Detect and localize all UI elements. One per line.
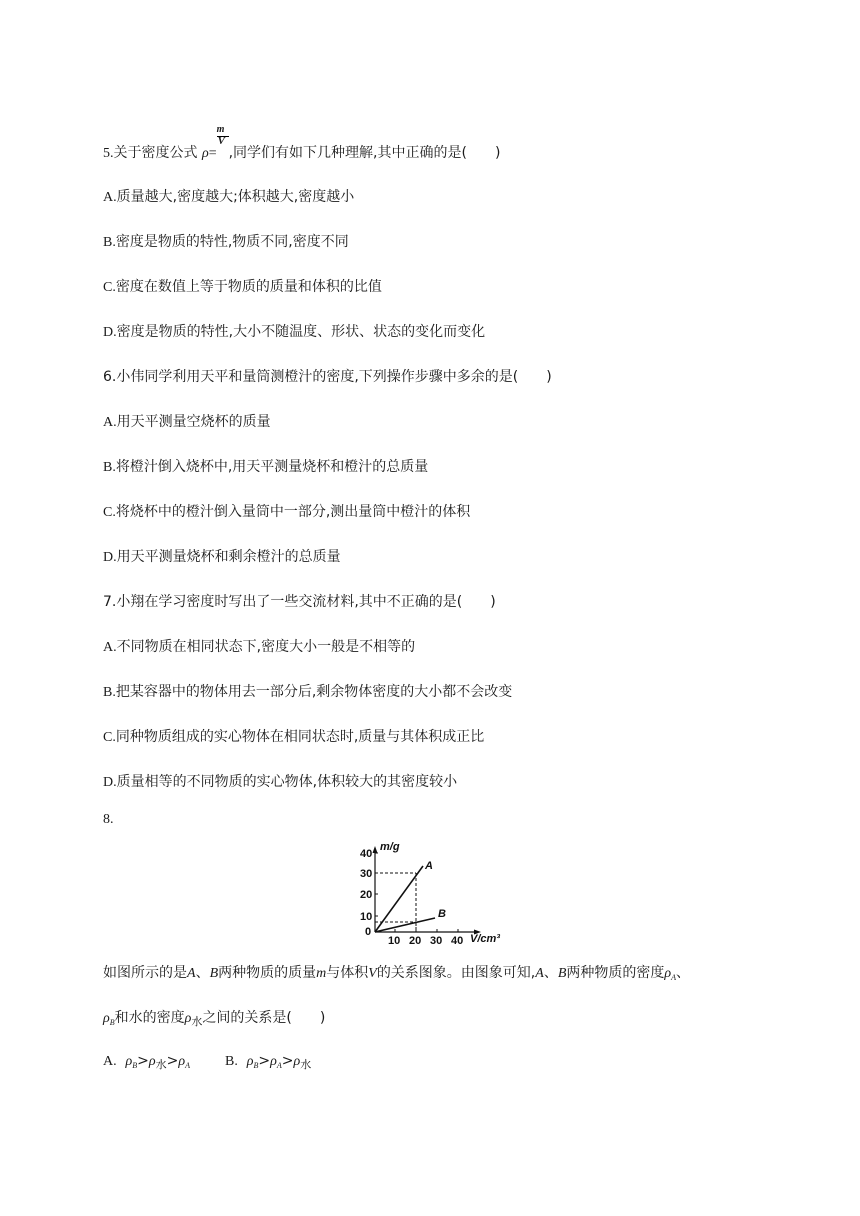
option-text: 用天平测量空烧杯的质量 [116,414,271,430]
line-b-label: B [438,908,446,920]
q8-text: 与体积 [326,965,369,981]
q5-stem [103,124,501,162]
option-text: 同种物质组成的实心物体在相同状态时,质量与其体积成正比 [115,729,485,745]
q5-stem-text-before: 关于密度公式 [113,145,198,161]
line-a-label: A [425,860,433,872]
y-tick-label-30: 30 [360,868,373,880]
rho-symbol: ρ [664,966,672,981]
x-tick-label-40: 40 [451,935,464,946]
option-letter: A. [103,1054,117,1069]
var-v: V [368,966,377,981]
fraction-denominator: V [217,135,225,147]
q5-option-c[interactable] [103,276,382,296]
option-text: 将烧杯中的橙汁倒入量筒中一部分,测出量筒中橙汁的体积 [115,504,471,520]
var-b: B [557,966,567,981]
option-letter: D. [103,550,117,565]
q8-text: 两种物质的质量 [218,965,317,981]
x-tick-label-20: 20 [409,935,422,946]
subscript: A [276,1061,282,1070]
q7-option-c[interactable] [103,726,484,746]
q6-option-b[interactable] [103,456,428,476]
x-tick-label-10: 10 [388,935,401,946]
density-fraction [216,124,229,160]
option-letter: D. [103,775,117,790]
q8-text: 之间的关系是( ) [202,1010,326,1026]
rho-symbol: ρ [178,1054,186,1069]
option-text: 把某容器中的物体用去一部分后,剩余物体密度的大小都不会改变 [115,684,513,700]
q5-option-d[interactable] [103,321,485,341]
q8-text: 、 [543,965,558,981]
mass-volume-graph [355,836,505,946]
y-tick-label-20: 20 [360,889,373,901]
rho-symbol: ρ [184,1011,192,1026]
x-tick-label-30: 30 [430,935,443,946]
option-letter: B. [225,1054,238,1069]
rho-symbol: ρ [148,1054,156,1069]
subscript-water: 水 [191,1015,203,1028]
option-letter: A. [103,640,117,655]
q8-text: 如图所示的是 [103,965,187,981]
q5-option-a[interactable] [103,186,354,206]
option-text: 用天平测量烧杯和剩余橙汁的总质量 [116,549,341,565]
y-axis-arrow [373,846,378,853]
q8-stem-line-1 [103,962,690,982]
option-letter: C. [103,505,116,520]
greater-than: > [166,1053,179,1069]
option-letter: C. [103,280,116,295]
q6-option-a[interactable] [103,411,271,431]
equals-sign: = [208,146,217,161]
fraction-numerator: m [216,124,225,135]
origin-label: 0 [365,926,372,938]
var-b: B [209,966,219,981]
var-a: A [187,966,196,981]
subscript: B [132,1061,138,1070]
option-letter: A. [103,415,117,430]
option-text: 密度是物质的特性,大小不随温度、形状、状态的变化而变化 [116,324,486,340]
option-letter: B. [103,685,116,700]
rho-symbol: ρ [270,1054,277,1069]
option-letter: B. [103,235,116,250]
var-m: m [316,966,327,981]
y-tick-label-10: 10 [360,911,373,923]
greater-than: > [137,1053,149,1069]
option-letter: A. [103,190,117,205]
x-axis-label: V/cm³ [470,933,500,945]
var-a: A [535,966,544,981]
q7-option-a[interactable] [103,636,415,656]
q8-option-b[interactable] [225,1053,311,1072]
q5-option-b[interactable] [103,231,349,251]
q6-option-d[interactable] [103,546,341,566]
q8-text: 和水的密度 [114,1010,185,1026]
subscript: 水 [300,1058,312,1071]
rho-symbol: ρ [293,1054,301,1069]
q8-text: 两种物质的密度 [566,965,665,981]
q8-text: 的关系图象。由图象可知, [376,965,536,981]
option-text: 质量相等的不同物质的实心物体,体积较大的其密度较小 [116,774,458,790]
option-text: 不同物质在相同状态下,密度大小一般是不相等的 [116,639,416,655]
option-letter: B. [103,460,116,475]
option-text: 质量越大,密度越大;体积越大,密度越小 [116,189,355,205]
option-letter: C. [103,730,116,745]
option-text: 密度是物质的特性,物质不同,密度不同 [115,234,349,250]
subscript: 水 [155,1058,167,1071]
q6-stem: 6.小伟同学利用天平和量筒测橙汁的密度,下列操作步骤中多余的是( ) [103,369,552,385]
subscript: B [253,1061,259,1070]
y-tick-label-40: 40 [360,848,373,860]
option-letter: D. [103,325,117,340]
option-text: 将橙汁倒入烧杯中,用天平测量烧杯和橙汁的总质量 [115,459,429,475]
q6-option-c[interactable] [103,501,470,521]
q8-stem-line-2 [103,1007,325,1029]
y-axis-label: m/g [380,841,400,853]
option-text: 密度在数值上等于物质的质量和体积的比值 [115,279,382,295]
rho-symbol: ρ [103,1011,110,1026]
greater-than: > [281,1053,294,1069]
q8-number: 8. [103,812,114,827]
rho-symbol: ρ [201,146,209,161]
q5-stem-text-after: ,同学们有如下几种理解,其中正确的是( ) [228,145,501,161]
subscript-a: A [671,973,677,982]
rho-symbol: ρ [125,1054,133,1069]
q7-option-d[interactable] [103,771,457,791]
greater-than: > [258,1053,271,1069]
q8-option-a[interactable] [103,1053,190,1072]
q5-number: 5. [103,146,114,161]
subscript-b: B [109,1018,115,1027]
q8-text: 、 [676,965,691,981]
subscript: A [185,1061,190,1070]
rho-symbol: ρ [246,1054,254,1069]
q7-option-b[interactable] [103,681,512,701]
q7-stem: 7.小翔在学习密度时写出了一些交流材料,其中不正确的是( ) [103,594,496,610]
q8-text: 、 [195,965,210,981]
